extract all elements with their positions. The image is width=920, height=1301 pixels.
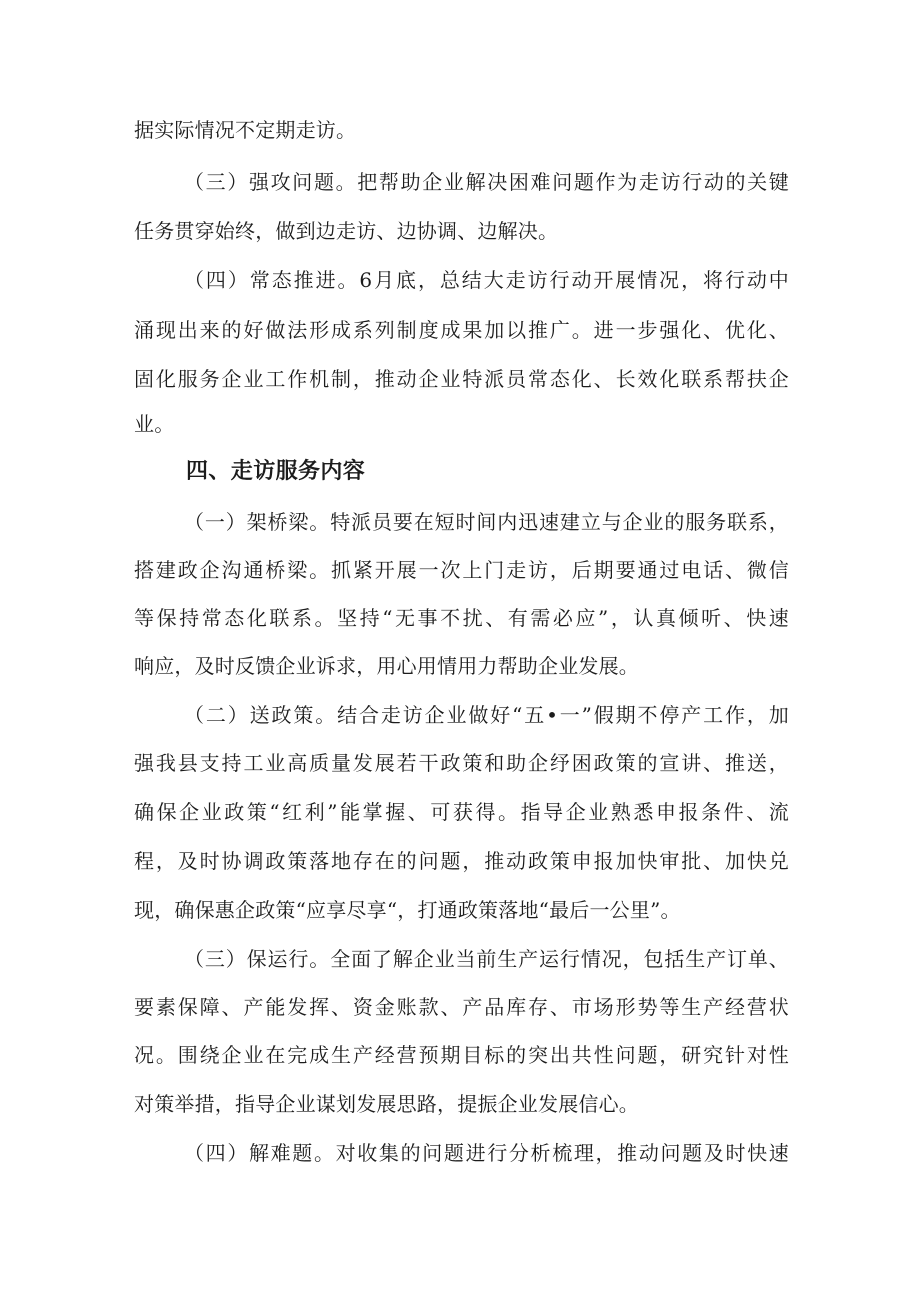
text-line: 据实际情况不定期走访。 — [134, 118, 357, 142]
section-heading: 四、走访服务内容 — [186, 459, 366, 484]
text-line: （四）常态推进。6月底，总结大走访行动开展情况，将行动中 — [184, 268, 789, 292]
text-line: 对策举措，指导企业谋划发展思路，提振企业发展信心。 — [134, 1092, 639, 1116]
text-line: 现，确保惠企政策“应享尽享“，打通政策落地“最后一公里”。 — [134, 898, 681, 922]
text-line: （三）保运行。全面了解企业当前生产运行情况，包括生产订单、 — [184, 947, 789, 971]
text-line: 强我县支持工业高质量发展若干政策和助企纾困政策的宣讲、推送， — [134, 751, 789, 775]
text-line: （二）送政策。结合走访企业做好“五•一”假期不停产工作，加 — [184, 703, 789, 727]
text-line: 搭建政企沟通桥梁。抓紧开展一次上门走访，后期要通过电话、微信 — [134, 558, 789, 582]
text-line: （一）架桥梁。特派员要在短时间内迅速建立与企业的服务联系， — [184, 510, 789, 534]
text-line: 涌现出来的好做法形成系列制度成果加以推广。进一步强化、优化、 — [134, 318, 789, 342]
text-line: 况。围绕企业在完成生产经营预期目标的突出共性问题，研究针对性 — [134, 1043, 789, 1067]
text-line: 业。 — [134, 412, 175, 436]
text-line: 固化服务企业工作机制，推动企业特派员常态化、长效化联系帮扶企 — [134, 367, 789, 391]
text-line: （三）强攻问题。把帮助企业解决困难问题作为走访行动的关键 — [184, 170, 789, 194]
text-line: 任务贯穿始终，做到边走访、边协调、边解决。 — [134, 219, 559, 243]
text-line: 等保持常态化联系。坚持“无事不扰、有需必应”，认真倾听、快速 — [134, 606, 789, 630]
text-line: （四）解难题。对收集的问题进行分析梳理，推动问题及时快速 — [184, 1141, 789, 1165]
text-line: 响应，及时反馈企业诉求，用心用情用力帮助企业发展。 — [134, 654, 639, 678]
text-line: 要素保障、产能发挥、资金账款、产品库存、市场形势等生产经营状 — [134, 995, 789, 1019]
text-line: 程，及时协调政策落地存在的问题，推动政策申报加快审批、加快兑 — [134, 849, 789, 873]
text-line: 确保企业政策“红利”能掌握、可获得。指导企业熟悉申报条件、流 — [134, 800, 789, 824]
